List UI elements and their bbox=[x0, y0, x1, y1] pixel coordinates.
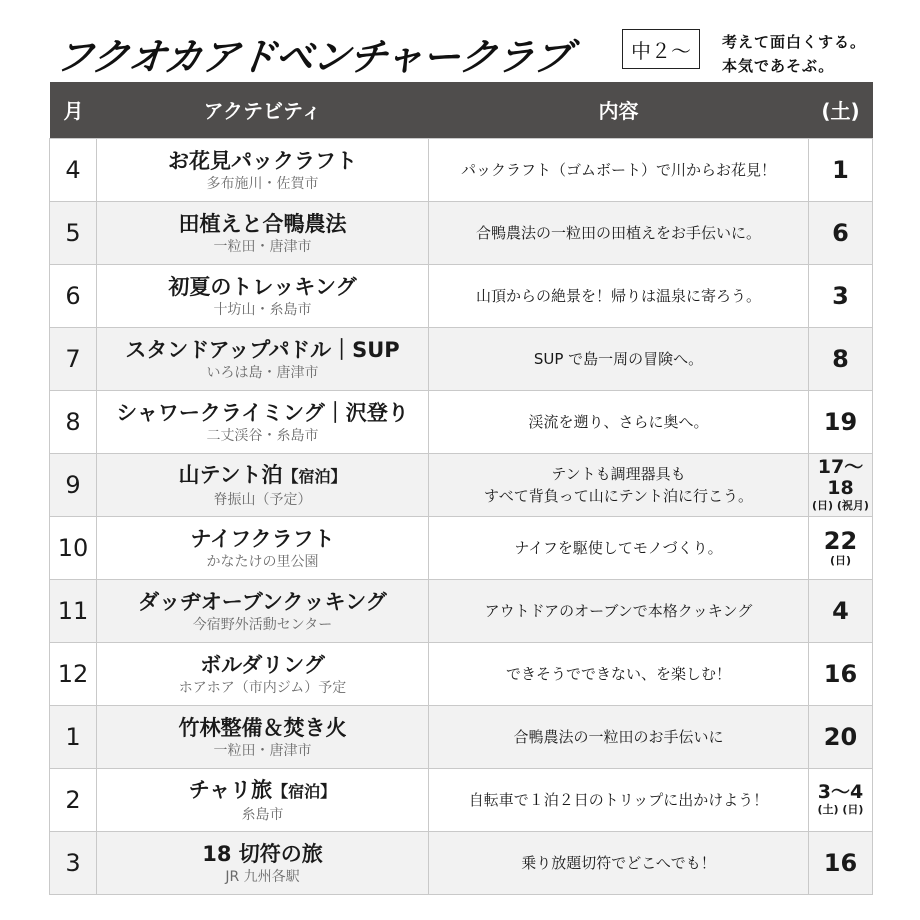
table-row bbox=[50, 642, 873, 705]
activity-schedule-table bbox=[49, 82, 873, 895]
day-value: 20 bbox=[823, 722, 858, 751]
table-row bbox=[50, 327, 873, 390]
table-row bbox=[50, 201, 873, 264]
activity-name bbox=[97, 210, 428, 238]
month-cell: 10 bbox=[50, 516, 97, 579]
content-cell bbox=[429, 327, 809, 390]
content-cell bbox=[429, 264, 809, 327]
activity-cell bbox=[97, 831, 429, 894]
day-cell bbox=[809, 264, 873, 327]
column-header-content: 内容 bbox=[429, 82, 809, 138]
activity-name bbox=[97, 651, 428, 679]
day-note: (日) bbox=[829, 553, 852, 567]
content-text: テントも調理器具も bbox=[551, 464, 686, 483]
table-row bbox=[50, 831, 873, 894]
content-text: 山頂からの絶景を！帰りは温泉に寄ろう。 bbox=[475, 286, 761, 305]
activity-name bbox=[97, 273, 428, 301]
content-cell bbox=[429, 138, 809, 201]
content-text: できそうでできない、を楽しむ！ bbox=[505, 664, 731, 683]
activity-cell bbox=[97, 390, 429, 453]
day-value: 16 bbox=[823, 848, 858, 877]
content-cell bbox=[429, 768, 809, 831]
stay-tag: 【宿泊】 bbox=[282, 466, 347, 486]
activity-title: ボルダリング bbox=[200, 652, 325, 677]
content-text: アウトドアのオーブンで本格クッキング bbox=[484, 601, 753, 620]
tagline-line-1: 考えて面白くする。 bbox=[722, 33, 867, 51]
activity-location: 多布施川・佐賀市 bbox=[206, 175, 319, 192]
activity-location: 一粒田・唐津市 bbox=[213, 742, 312, 759]
activity-location: 脊振山（予定） bbox=[213, 491, 312, 508]
activity-cell bbox=[97, 516, 429, 579]
grade-badge: 中２〜 bbox=[622, 29, 700, 69]
content-text: パックラフト（ゴムボート）で川からお花見！ bbox=[460, 160, 776, 179]
content-text: 渓流を遡り、さらに奥へ。 bbox=[528, 412, 709, 431]
content-cell bbox=[429, 705, 809, 768]
activity-location: かなたけの里公園 bbox=[206, 553, 319, 570]
club-title: フクオカアドベンチャークラブ bbox=[53, 35, 573, 79]
month-cell: 7 bbox=[50, 327, 97, 390]
day-cell bbox=[809, 453, 873, 516]
table-row bbox=[50, 579, 873, 642]
activity-cell bbox=[97, 453, 429, 516]
activity-cell bbox=[97, 327, 429, 390]
table-row bbox=[50, 705, 873, 768]
activity-title: 竹林整備＆焚き火 bbox=[178, 715, 347, 740]
activity-title: 18 切符の旅 bbox=[202, 841, 323, 866]
day-cell bbox=[809, 768, 873, 831]
activity-location: 今宿野外活動センター bbox=[192, 616, 333, 633]
day-value: 6 bbox=[832, 218, 849, 247]
page-header bbox=[0, 0, 920, 84]
day-value: 4 bbox=[832, 596, 849, 625]
table-body bbox=[50, 138, 873, 894]
activity-name bbox=[97, 776, 428, 806]
stay-tag: 【宿泊】 bbox=[272, 781, 337, 801]
content-text: 乗り放題切符でどこへでも！ bbox=[521, 853, 716, 872]
day-value: 16 bbox=[823, 659, 858, 688]
day-cell bbox=[809, 579, 873, 642]
column-header-day: (土) bbox=[809, 82, 873, 138]
activity-name bbox=[97, 336, 428, 364]
table-header-row bbox=[50, 82, 873, 138]
month-cell: 1 bbox=[50, 705, 97, 768]
day-cell bbox=[809, 201, 873, 264]
day-cell bbox=[809, 138, 873, 201]
content-cell bbox=[429, 516, 809, 579]
activity-cell bbox=[97, 138, 429, 201]
activity-title: ナイフクラフト bbox=[190, 526, 335, 551]
activity-title: シャワークライミング｜沢登り bbox=[116, 400, 409, 425]
day-value: 3 bbox=[832, 281, 849, 310]
day-value: 19 bbox=[823, 407, 858, 436]
activity-location: 二丈渓谷・糸島市 bbox=[206, 427, 319, 444]
month-cell: 9 bbox=[50, 453, 97, 516]
content-text-line-2: すべて背負って山にテント泊に行こう。 bbox=[484, 486, 753, 505]
month-cell: 6 bbox=[50, 264, 97, 327]
activity-name bbox=[97, 399, 428, 427]
activity-location: ホアホア（市内ジム）予定 bbox=[178, 679, 347, 696]
activity-location: いろは島・唐津市 bbox=[206, 364, 319, 381]
tagline bbox=[722, 30, 866, 78]
activity-cell bbox=[97, 201, 429, 264]
tagline-line-2: 本気であそぶ。 bbox=[722, 57, 835, 75]
table-row bbox=[50, 768, 873, 831]
activity-title: ダッヂオーブンクッキング bbox=[138, 589, 387, 614]
day-value: 3〜4 bbox=[817, 781, 864, 803]
activity-cell bbox=[97, 768, 429, 831]
day-cell bbox=[809, 516, 873, 579]
day-value: 22 bbox=[823, 526, 858, 555]
activity-cell bbox=[97, 579, 429, 642]
day-cell bbox=[809, 390, 873, 453]
day-cell bbox=[809, 642, 873, 705]
table-row bbox=[50, 516, 873, 579]
content-cell bbox=[429, 831, 809, 894]
activity-name bbox=[97, 588, 428, 616]
activity-name bbox=[97, 525, 428, 553]
month-cell: 12 bbox=[50, 642, 97, 705]
content-cell bbox=[429, 453, 809, 516]
month-cell: 4 bbox=[50, 138, 97, 201]
activity-cell bbox=[97, 642, 429, 705]
content-cell bbox=[429, 201, 809, 264]
table-row bbox=[50, 138, 873, 201]
activity-name bbox=[97, 840, 428, 868]
column-header-activity: アクテビティ bbox=[97, 82, 429, 138]
day-cell bbox=[809, 705, 873, 768]
activity-cell bbox=[97, 705, 429, 768]
day-cell bbox=[809, 327, 873, 390]
activity-name bbox=[97, 147, 428, 175]
month-cell: 5 bbox=[50, 201, 97, 264]
activity-location: 糸島市 bbox=[241, 806, 284, 823]
activity-cell bbox=[97, 264, 429, 327]
activity-title: 山テント泊 bbox=[178, 462, 283, 487]
day-value: 1 bbox=[832, 155, 849, 184]
month-cell: 8 bbox=[50, 390, 97, 453]
content-text: SUP で島一周の冒険へ。 bbox=[533, 349, 704, 368]
table-row bbox=[50, 264, 873, 327]
month-cell: 2 bbox=[50, 768, 97, 831]
activity-location: JR 九州各駅 bbox=[225, 868, 300, 885]
table-row bbox=[50, 453, 873, 516]
content-text: 合鴨農法の一粒田のお手伝いに bbox=[513, 727, 724, 746]
table-row bbox=[50, 390, 873, 453]
activity-title: 初夏のトレッキング bbox=[168, 274, 357, 299]
day-note: (日) (祝月) bbox=[812, 498, 869, 512]
activity-title: 田植えと合鴨農法 bbox=[178, 211, 347, 236]
activity-title: チャリ旅 bbox=[188, 777, 273, 802]
activity-location: 十坊山・糸島市 bbox=[213, 301, 312, 318]
content-text: 自転車で１泊２日のトリップに出かけよう！ bbox=[468, 790, 769, 809]
content-cell bbox=[429, 642, 809, 705]
activity-name bbox=[97, 714, 428, 742]
month-cell: 3 bbox=[50, 831, 97, 894]
content-cell bbox=[429, 579, 809, 642]
content-text: 合鴨農法の一粒田の田植えをお手伝いに。 bbox=[475, 223, 761, 242]
day-cell bbox=[809, 831, 873, 894]
activity-name bbox=[97, 461, 428, 491]
activity-title: お花見パックラフト bbox=[168, 148, 357, 173]
activity-title: スタンドアップパドル｜SUP bbox=[125, 337, 400, 362]
day-value: 17〜18 bbox=[817, 455, 864, 499]
day-value: 8 bbox=[832, 344, 849, 373]
day-note: (土) (日) bbox=[817, 803, 864, 816]
column-header-month: 月 bbox=[50, 82, 97, 138]
activity-location: 一粒田・唐津市 bbox=[213, 238, 312, 255]
month-cell: 11 bbox=[50, 579, 97, 642]
content-cell bbox=[429, 390, 809, 453]
content-text: ナイフを駆使してモノづくり。 bbox=[514, 538, 723, 557]
